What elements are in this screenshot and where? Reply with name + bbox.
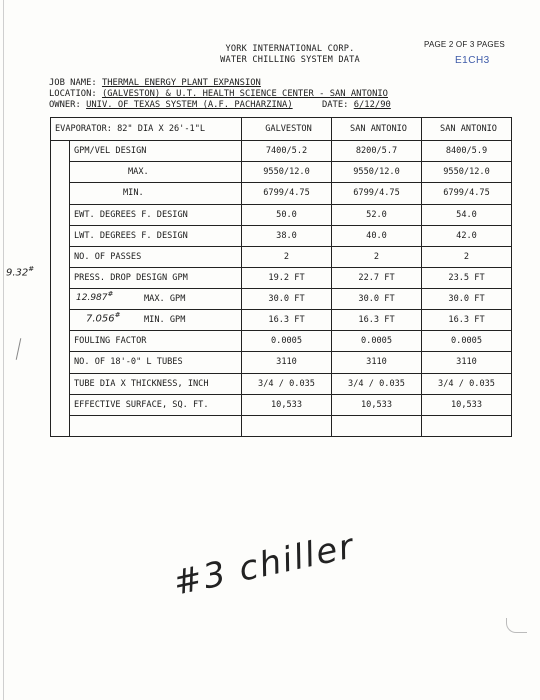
- indent-column: [51, 141, 70, 437]
- cell-value: 2: [242, 246, 332, 267]
- job-name-value: THERMAL ENERGY PLANT EXPANSION: [101, 78, 261, 88]
- evaporator-title: EVAPORATOR: 82" DIA X 26'-1"L: [51, 118, 242, 141]
- location-line: [49, 89, 391, 100]
- row-label: MIN. GPM: [70, 310, 242, 331]
- cell-value: 2: [332, 246, 422, 267]
- row-label: MAX.: [70, 162, 242, 183]
- handwritten-superscript: #: [114, 311, 121, 319]
- handwritten-value: 7.056: [86, 313, 115, 325]
- row-label: TUBE DIA X THICKNESS, INCH: [70, 373, 242, 394]
- evaporator-data-table: [50, 117, 512, 437]
- handwritten-value: 12.987: [76, 293, 108, 303]
- table-row: [51, 331, 512, 352]
- cell-value: 16.3 FT: [332, 310, 422, 331]
- cell-value: 50.0: [242, 204, 332, 225]
- cell-value: 54.0: [422, 204, 512, 225]
- cell-value: 6799/4.75: [332, 183, 422, 204]
- cell-value: 0.0005: [422, 331, 512, 352]
- cell-value: 0.0005: [332, 331, 422, 352]
- cell-value: 7400/5.2: [242, 141, 332, 162]
- date-label: DATE:: [321, 100, 349, 110]
- owner-label: OWNER:: [49, 100, 81, 110]
- handwritten-superscript: #: [28, 265, 35, 273]
- cell-value: 30.0 FT: [422, 289, 512, 310]
- cell-value: 9550/12.0: [422, 162, 512, 183]
- job-name-label: JOB NAME:: [49, 78, 97, 88]
- owner-value: UNIV. OF TEXAS SYSTEM (A.F. PACHARZINA): [86, 100, 293, 110]
- column-header: GALVESTON: [242, 118, 332, 141]
- company-name: YORK INTERNATIONAL CORP.: [225, 44, 355, 54]
- cell-value: 3110: [332, 352, 422, 373]
- row-label: LWT. DEGREES F. DESIGN: [70, 225, 242, 246]
- cell-value: 22.7 FT: [332, 267, 422, 288]
- table-row: [51, 183, 512, 204]
- table-row-empty: [51, 415, 512, 436]
- cell-value: 23.5 FT: [422, 267, 512, 288]
- row-label: NO. OF PASSES: [70, 246, 242, 267]
- location-value: (GALVESTON) & U.T. HEALTH SCIENCE CENTER - SAN ANTONIO: [101, 89, 388, 99]
- document-subtitle: WATER CHILLING SYSTEM DATA: [220, 55, 360, 65]
- cell-value: 6799/4.75: [422, 183, 512, 204]
- column-header: SAN ANTONIO: [422, 118, 512, 141]
- cell-value: 42.0: [422, 225, 512, 246]
- handwritten-chiller-label: #3 chiller: [169, 526, 359, 604]
- handwritten-note-design: [6, 265, 34, 278]
- cell-value: 3/4 / 0.035: [422, 373, 512, 394]
- row-label: EFFECTIVE SURFACE, SQ. FT.: [70, 394, 242, 415]
- cell-value: 3/4 / 0.035: [242, 373, 332, 394]
- empty-cell: [422, 415, 512, 436]
- table-row: [51, 225, 512, 246]
- date-value: 6/12/90: [353, 100, 391, 110]
- cell-value: 16.3 FT: [422, 310, 512, 331]
- company-header: [190, 44, 390, 66]
- table-row: [51, 162, 512, 183]
- handwritten-superscript: #: [107, 290, 114, 298]
- row-label: GPM/VEL DESIGN: [70, 141, 242, 162]
- cell-value: 3110: [422, 352, 512, 373]
- cell-value: 3110: [242, 352, 332, 373]
- cell-value: 6799/4.75: [242, 183, 332, 204]
- empty-cell: [70, 415, 242, 436]
- job-meta: [49, 78, 391, 111]
- scan-mark: [16, 338, 22, 360]
- table-row: [51, 267, 512, 288]
- cell-value: 40.0: [332, 225, 422, 246]
- row-label: EWT. DEGREES F. DESIGN: [70, 204, 242, 225]
- cell-value: 10,533: [332, 394, 422, 415]
- handwritten-note-max: [76, 290, 113, 303]
- row-label: NO. OF 18'-0" L TUBES: [70, 352, 242, 373]
- cell-value: 30.0 FT: [242, 289, 332, 310]
- table-row: [51, 352, 512, 373]
- cell-value: 19.2 FT: [242, 267, 332, 288]
- table-row: [51, 204, 512, 225]
- cell-value: 0.0005: [242, 331, 332, 352]
- handwritten-note-min: [86, 311, 121, 324]
- owner-line: [49, 100, 391, 111]
- cell-value: 10,533: [242, 394, 332, 415]
- cell-value: 10,533: [422, 394, 512, 415]
- cell-value: 8400/5.9: [422, 141, 512, 162]
- cell-value: 52.0: [332, 204, 422, 225]
- table-row: [51, 246, 512, 267]
- cell-value: 2: [422, 246, 512, 267]
- column-header: SAN ANTONIO: [332, 118, 422, 141]
- page-number: PAGE 2 OF 3 PAGES: [424, 40, 505, 49]
- cell-value: 9550/12.0: [242, 162, 332, 183]
- table-row: [51, 373, 512, 394]
- table-row: [51, 289, 512, 310]
- row-label: FOULING FACTOR: [70, 331, 242, 352]
- scan-edge-line: [3, 0, 4, 700]
- cell-value: 38.0: [242, 225, 332, 246]
- cell-value: 3/4 / 0.035: [332, 373, 422, 394]
- row-label: MAX. GPM: [70, 289, 242, 310]
- handwritten-value: 9.32: [6, 267, 29, 279]
- table-row: [51, 394, 512, 415]
- table-header-row: [51, 118, 512, 141]
- cell-value: 8200/5.7: [332, 141, 422, 162]
- cell-value: 9550/12.0: [332, 162, 422, 183]
- row-label: MIN.: [70, 183, 242, 204]
- scan-smudge: [506, 618, 527, 633]
- row-label: PRESS. DROP DESIGN GPM: [70, 267, 242, 288]
- location-label: LOCATION:: [49, 89, 97, 99]
- table-row: [51, 141, 512, 162]
- empty-cell: [332, 415, 422, 436]
- cell-value: 30.0 FT: [332, 289, 422, 310]
- cell-value: 16.3 FT: [242, 310, 332, 331]
- document-code: E1CH3: [455, 55, 490, 66]
- job-name-line: [49, 78, 391, 89]
- empty-cell: [242, 415, 332, 436]
